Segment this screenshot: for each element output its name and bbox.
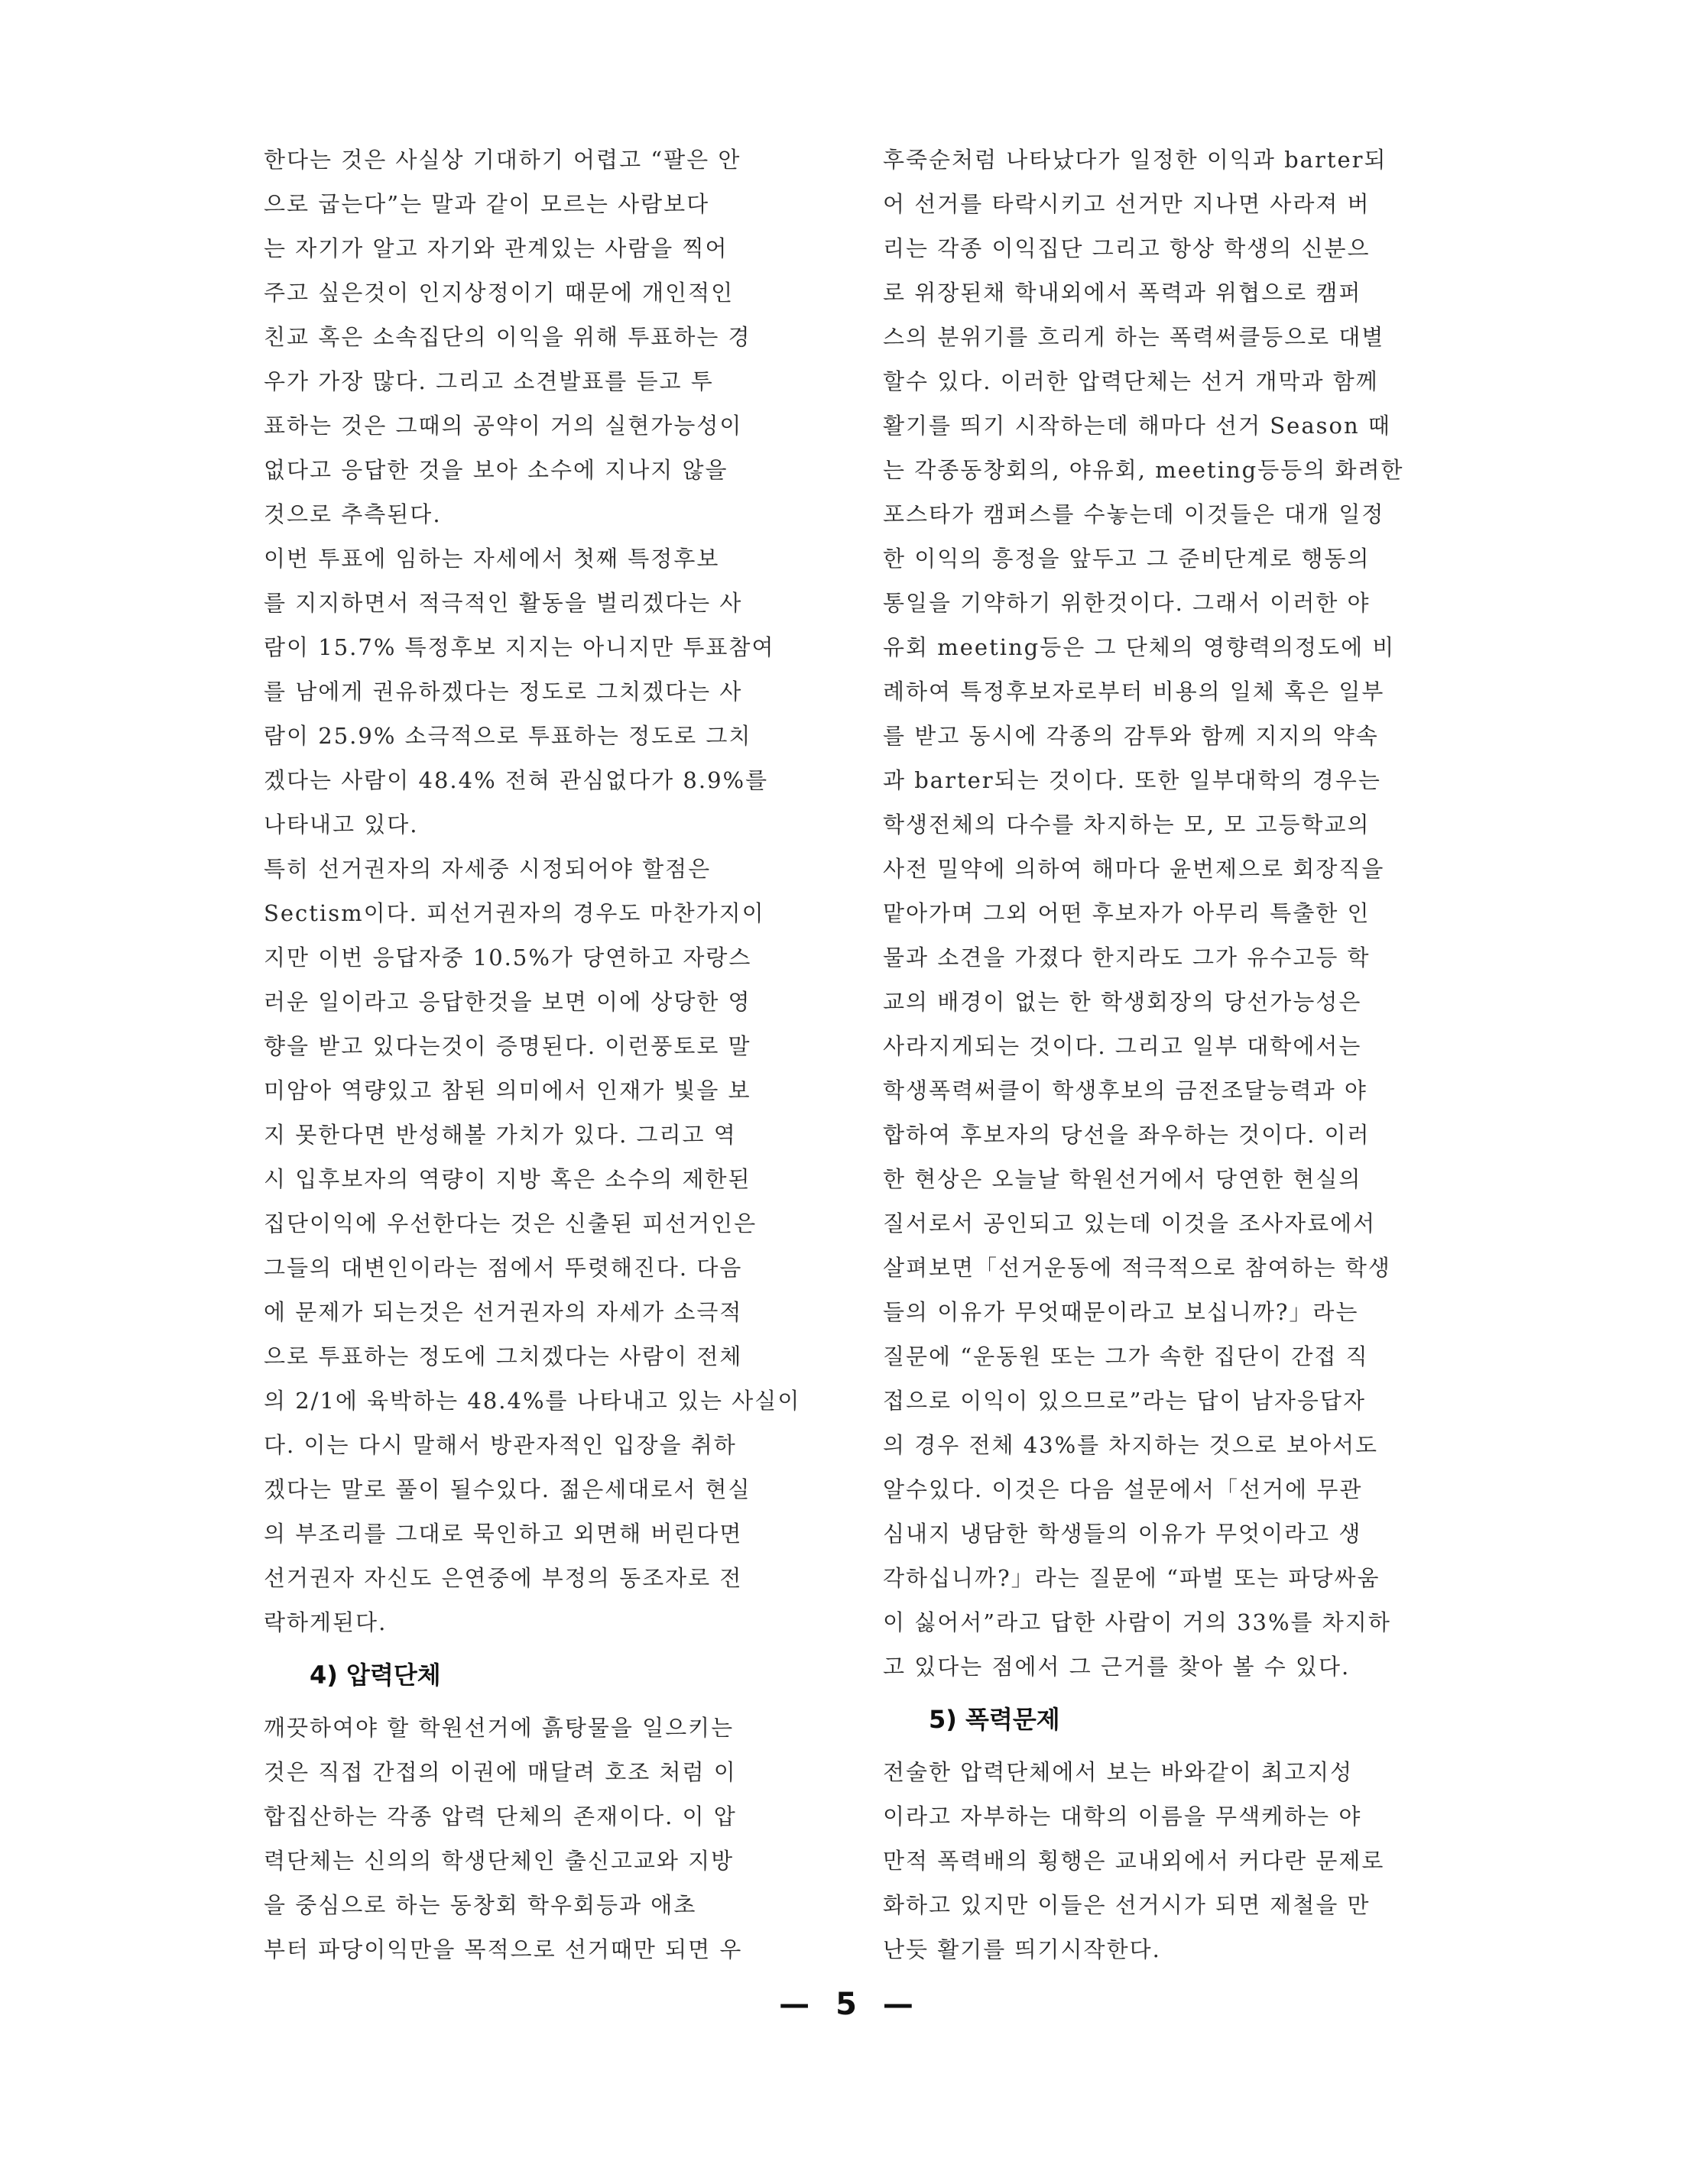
text-line: 으로 굽는다”는 말과 같이 모르는 사람보다 [264,191,710,217]
text-line: 다. 이는 다시 말해서 방관자적인 입장을 취하 [264,1432,737,1458]
text-line: 후죽순처럼 나타났다가 일정한 이익과 barter되 [883,147,1387,173]
text-line: 친교 혹은 소속집단의 이익을 위해 투표하는 경 [264,324,751,350]
text-line: 들의 이유가 무엇때문이라고 보십니까?」라는 [883,1299,1359,1325]
text-line: 이라고 자부하는 대학의 이름을 무색케하는 야 [883,1803,1362,1829]
text-line: 깨끗하여야 할 학원선거에 흙탕물을 일으키는 [264,1715,735,1741]
text-line: 를 지지하면서 적극적인 활동을 벌리겠다는 사 [264,590,743,616]
text-line: 의 부조리를 그대로 묵인하고 외면해 버린다면 [264,1521,743,1547]
left-column [264,138,845,1972]
text-line: 이 싫어서”라고 답한 사람이 거의 33%를 차지하 [883,1609,1391,1635]
text-line: 를 받고 동시에 각종의 감투와 함께 지지의 약속 [883,723,1379,749]
text-line: 한 현상은 오늘날 학원선거에서 당연한 현실의 [883,1166,1362,1192]
text-line: 활기를 띄기 시작하는데 해마다 선거 Season 때 [883,413,1391,439]
text-line: 화하고 있지만 이들은 선거시가 되면 제철을 만 [883,1892,1371,1918]
text-line: 스의 분위기를 흐리게 하는 폭력써클등으로 대별 [883,324,1385,350]
text-line: 선거권자 자신도 은연중에 부정의 동조자로 전 [264,1565,743,1591]
text-line: 한 이익의 흥정을 앞두고 그 준비단계로 행동의 [883,546,1371,572]
text-line: 것으로 추측된다. [264,501,442,527]
text-line: 를 남에게 권유하겠다는 정도로 그치겠다는 사 [264,679,743,705]
text-line: 나타내고 있다. [264,812,419,838]
text-line: 미암아 역량있고 참된 의미에서 인재가 빛을 보 [264,1077,751,1103]
text-line: 특히 선거권자의 자세중 시정되어야 할점은 [264,856,712,882]
text-line: 사전 밀약에 의하여 해마다 윤번제으로 회장직을 [883,856,1385,882]
text-line: 람이 15.7% 특정후보 지지는 아니지만 투표참여 [264,634,775,660]
text-line: 맡아가며 그외 어떤 후보자가 아무리 특출한 인 [883,900,1371,926]
text-line: 접으로 이익이 있으므로”라는 답이 남자응답자 [883,1388,1366,1414]
text-line: 학생전체의 다수를 차지하는 모, 모 고등학교의 [883,812,1371,838]
text-line: 는 각종동창회의, 야유회, meeting등등의 화려한 [883,457,1404,483]
text-line: 우가 가장 많다. 그리고 소견발표를 듣고 투 [264,368,714,394]
paragraph [264,138,845,536]
text-line: 합집산하는 각종 압력 단체의 존재이다. 이 압 [264,1803,737,1829]
text-line: 으로 투표하는 정도에 그치겠다는 사람이 전체 [264,1343,743,1369]
text-line: 난듯 활기를 띄기시작한다. [883,1936,1161,1962]
text-line: 부터 파당이익만을 목적으로 선거때만 되면 우 [264,1936,743,1962]
text-line: 이번 투표에 임하는 자세에서 첫째 특정후보 [264,546,720,572]
text-line: 합하여 후보자의 당선을 좌우하는 것이다. 이러 [883,1122,1371,1148]
text-line: 물과 소견을 가졌다 한지라도 그가 유수고등 학 [883,945,1371,970]
text-line: 표하는 것은 그때의 공약이 거의 실현가능성이 [264,413,743,439]
text-line: 에 문제가 되는것은 선거권자의 자세가 소극적 [264,1299,743,1325]
text-line: 통일을 기약하기 위한것이다. 그래서 이러한 야 [883,590,1371,616]
text-line: 심내지 냉담한 학생들의 이유가 무엇이라고 생 [883,1521,1362,1547]
text-line: 지만 이번 응답자중 10.5%가 당연하고 자랑스 [264,945,752,970]
text-line: 알수있다. 이것은 다음 설문에서「선거에 무관 [883,1476,1363,1502]
text-line: 주고 싶은것이 인지상정이기 때문에 개인적인 [264,280,735,306]
text-line: 겠다는 말로 풀이 될수있다. 젊은세대로서 현실 [264,1476,751,1502]
text-line: 고 있다는 점에서 그 근거를 찾아 볼 수 있다. [883,1654,1351,1680]
text-line: 시 입후보자의 역량이 지방 혹은 소수의 제한된 [264,1166,751,1192]
paragraph [883,1750,1464,1972]
text-line: 그들의 대변인이라는 점에서 뚜렷해진다. 다음 [264,1255,743,1281]
text-line: 의 경우 전체 43%를 차지하는 것으로 보아서도 [883,1432,1379,1458]
paragraph [264,1706,845,1972]
right-column [883,138,1464,1972]
text-line: 질문에 “운동원 또는 그가 속한 집단이 간접 직 [883,1343,1369,1369]
text-line: 향을 받고 있다는것이 증명된다. 이런풍토로 말 [264,1033,751,1059]
text-line: 집단이익에 우선한다는 것은 신출된 피선거인은 [264,1210,758,1236]
paragraph [264,536,845,847]
text-line: 람이 25.9% 소극적으로 투표하는 정도로 그치 [264,723,752,749]
text-line: 각하십니까?」라는 질문에 “파벌 또는 파당싸움 [883,1565,1380,1591]
text-line: 살펴보면「선거운동에 적극적으로 참여하는 학생 [883,1255,1391,1281]
text-line: 포스타가 캠퍼스를 수놓는데 이것들은 대개 일정 [883,501,1385,527]
text-line: 교의 배경이 없는 한 학생회장의 당선가능성은 [883,989,1362,1015]
text-line: 만적 폭력배의 횡행은 교내외에서 커다란 문제로 [883,1848,1385,1874]
text-line: 지 못한다면 반성해볼 가치가 있다. 그리고 역 [264,1122,737,1148]
text-line: 할수 있다. 이러한 압력단체는 선거 개막과 함께 [883,368,1379,394]
section-heading-violence: 5) 폭력문제 [929,1705,1060,1734]
text-line: 러운 일이라고 응답한것을 보면 이에 상당한 영 [264,989,751,1015]
text-line: 는 자기가 알고 자기와 관계있는 사람을 찍어 [264,235,728,261]
text-line: 어 선거를 타락시키고 선거만 지나면 사라져 버 [883,191,1371,217]
paragraph [264,847,845,1644]
text-line: 전술한 압력단체에서 보는 바와같이 최고지성 [883,1759,1354,1785]
text-line: 한다는 것은 사실상 기대하기 어렵고 “팔은 안 [264,147,741,173]
text-line: 사라지게되는 것이다. 그리고 일부 대학에서는 [883,1033,1362,1059]
text-line: 것은 직접 간접의 이권에 매달려 호조 처럼 이 [264,1759,737,1785]
text-line: Sectism이다. 피선거권자의 경우도 마찬가지이 [264,900,765,926]
text-line: 겠다는 사람이 48.4% 전혀 관심없다가 8.9%를 [264,767,769,793]
page-number: — 5 — [779,1987,921,2022]
text-line: 질서로서 공인되고 있는데 이것을 조사자료에서 [883,1210,1377,1236]
text-line: 리는 각종 이익집단 그리고 항상 학생의 신분으 [883,235,1371,261]
text-line: 로 위장된채 학내외에서 폭력과 위협으로 캠퍼 [883,280,1362,306]
text-line: 학생폭력써클이 학생후보의 금전조달능력과 야 [883,1077,1367,1103]
section-heading-pressure-groups: 4) 압력단체 [310,1661,441,1690]
text-line: 력단체는 신의의 학생단체인 출신고교와 지방 [264,1848,735,1874]
text-line: 례하여 특정후보자로부터 비용의 일체 혹은 일부 [883,679,1385,705]
text-line: 락하게된다. [264,1609,388,1635]
text-line: 과 barter되는 것이다. 또한 일부대학의 경우는 [883,767,1381,793]
text-line: 의 2/1에 육박하는 48.4%를 나타내고 있는 사실이 [264,1388,801,1414]
text-line: 유회 meeting등은 그 단체의 영향력의정도에 비 [883,634,1396,660]
paragraph [883,138,1464,1689]
text-line: 없다고 응답한 것을 보아 소수에 지나지 않을 [264,457,728,483]
text-line: 을 중심으로 하는 동창회 학우회등과 애초 [264,1892,697,1918]
